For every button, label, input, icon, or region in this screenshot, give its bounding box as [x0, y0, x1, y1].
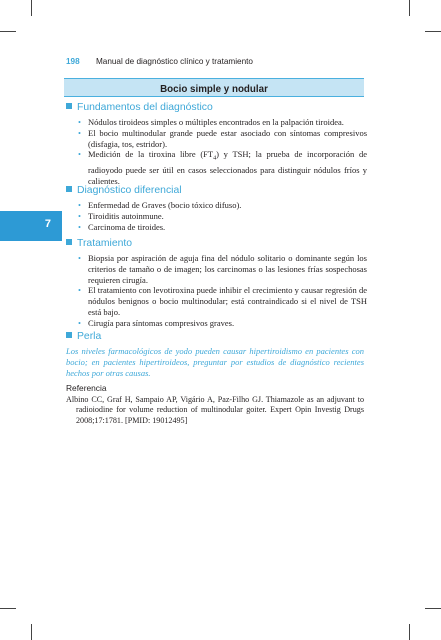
bullet-icon: •: [78, 117, 81, 127]
section-square-icon: [66, 103, 72, 109]
crop-mark: [425, 608, 441, 609]
list-item: [77, 318, 367, 329]
bullet-list-diferencial: [77, 200, 367, 232]
section-heading-fundamentos: [66, 102, 213, 113]
list-item-text: El tratamiento con levotiroxina puede inhibir el crecimiento y causar regresión de nódulos benignos o bocio multinodular; está contraindicado si el nivel de TSH está bajo.: [88, 285, 367, 317]
list-item: [77, 117, 367, 128]
list-item-text: Carcinoma de tiroides.: [88, 221, 166, 232]
section-heading-tratamiento: [66, 238, 132, 249]
running-title: Manual de diagnóstico clínico y tratamiento: [95, 57, 253, 66]
bullet-icon: •: [78, 149, 81, 160]
bullet-list-fundamentos: [77, 117, 367, 186]
crop-mark: [409, 624, 410, 640]
section-heading-label: Perla: [77, 331, 102, 342]
bullet-icon: •: [78, 285, 81, 296]
section-heading-label: Tratamiento: [77, 238, 133, 249]
list-item-text: Medición de la tiroxina libre $(FT_4)$ y TSH; la prueba de incorporación de radioyodo puede ser útil en casos seleccionados para distinguir nódulos fríos y calientes.: [88, 149, 368, 186]
list-item-text: El bocio multinodular grande puede estar asociado con síntomas compresivos (disfagia, tos, estridor).: [88, 127, 367, 149]
list-item: [77, 211, 367, 222]
bullet-icon: •: [78, 317, 81, 328]
page-title: Bocio simple y nodular: [160, 84, 268, 95]
section-heading-perla: [66, 331, 101, 342]
list-item: [77, 285, 367, 317]
section-square-icon: [66, 239, 72, 245]
chapter-tab: [0, 211, 62, 241]
section-heading-label: Diagnóstico diferencial: [77, 185, 182, 196]
section-heading-diferencial: [66, 185, 182, 196]
list-item: [77, 222, 367, 233]
bullet-icon: •: [78, 127, 81, 138]
list-item-text: Biopsia por aspiración de aguja fina del nódulo solitario o dominante según los criterios de tamaño o de imagen; los carcinomas o las lesiones frías sospechosas requieren cirugía.: [88, 253, 367, 285]
title-banner: [64, 78, 364, 97]
crop-mark: [31, 0, 32, 16]
crop-mark: [0, 31, 16, 32]
crop-mark: [0, 608, 16, 609]
list-item: [77, 253, 367, 285]
pearl-text: Los niveles farmacológicos de yodo pueden causar hipertiroidismo en pacientes con bocio; en pacientes hipertiroideos, preguntar por estudios de diagnóstico recientes hechos por otras causas.: [66, 346, 364, 378]
running-head: [66, 57, 253, 66]
crop-mark: [409, 0, 410, 16]
list-item-text: Tiroiditis autoinmune.: [88, 210, 164, 221]
bullet-list-tratamiento: [77, 253, 367, 329]
list-item-text: Enfermedad de Graves (bocio tóxico difuso).: [88, 200, 242, 210]
bullet-icon: •: [78, 221, 81, 232]
section-heading-label: Fundamentos del diagnóstico: [77, 102, 213, 113]
bullet-icon: •: [78, 253, 81, 263]
list-item: [77, 149, 367, 186]
bullet-icon: •: [78, 200, 81, 210]
list-item: [77, 128, 367, 150]
list-item: [77, 200, 367, 211]
section-square-icon: [66, 186, 72, 192]
chapter-number: 7: [44, 218, 51, 230]
list-item-text: Cirugía para síntomas compresivos graves.: [88, 317, 235, 328]
bullet-icon: •: [78, 210, 81, 221]
reference-heading: Referencia: [66, 383, 107, 393]
list-item-text: Nódulos tiroideos simples o múltiples encontrados en la palpación tiroidea.: [88, 117, 344, 127]
page-number: 198: [66, 57, 80, 66]
section-square-icon: [66, 332, 72, 338]
crop-mark: [31, 624, 32, 640]
reference-text: Albino CC, Graf H, Sampaio AP, Vigário A, Paz-Filho GJ. Thiamazole as an adjuvant to radioiodine for volume reduction of multinodular goiter. Expert Opin Investig Drugs 2008;17:1781. [PMID: 19012495]: [66, 395, 364, 425]
crop-mark: [425, 31, 441, 32]
